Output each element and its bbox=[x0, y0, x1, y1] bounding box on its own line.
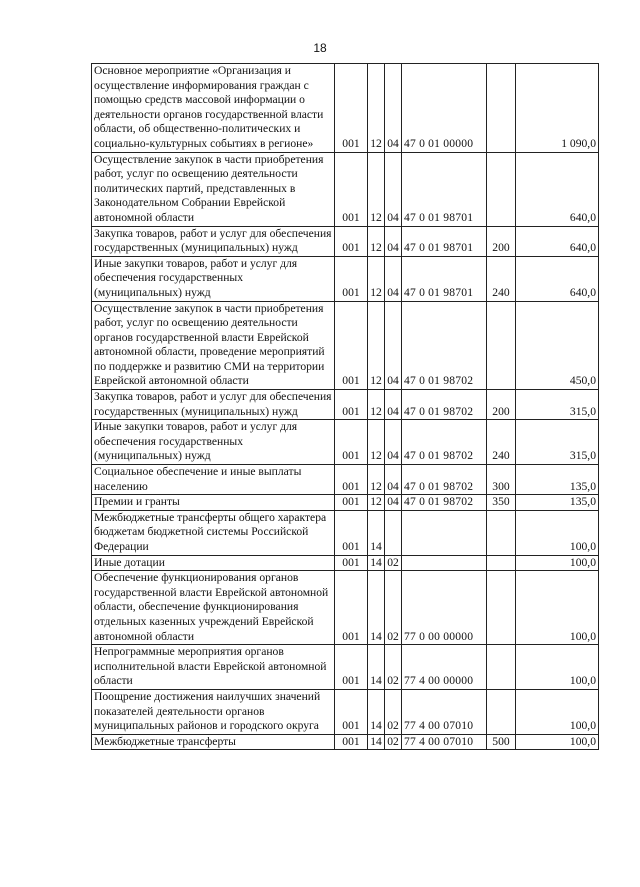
subsection-code-cell: 04 bbox=[385, 390, 402, 420]
expense-type-cell bbox=[487, 645, 516, 690]
item-name-text: Непрограммные мероприятия органов исполнительной власти Еврейской автономной области bbox=[94, 645, 327, 688]
amount-cell: 640,0 bbox=[516, 256, 599, 301]
subsection-code-cell: 02 bbox=[385, 555, 402, 571]
item-name-text: Иные закупки товаров, работ и услуг для обеспечения государственных (муниципальных) нужд bbox=[94, 256, 298, 299]
subsection-code-cell: 04 bbox=[385, 495, 402, 511]
amount-cell: 315,0 bbox=[516, 390, 599, 420]
expense-type-cell: 350 bbox=[487, 495, 516, 511]
item-name-cell bbox=[92, 420, 335, 465]
admin-code-cell: 001 bbox=[335, 64, 368, 153]
expense-type-cell bbox=[487, 64, 516, 153]
expense-type-cell bbox=[487, 555, 516, 571]
item-name-cell bbox=[92, 226, 335, 256]
item-name-text: Осуществление закупок в части приобретения работ, услуг по освещению деятельности органов государственной власти Еврейской автономной области, проведение мероприятий по поддержке и развитию СМИ на территории Еврейской автономной области bbox=[94, 301, 325, 388]
admin-code-cell: 001 bbox=[335, 734, 368, 750]
table-row bbox=[92, 301, 599, 390]
admin-code-cell: 001 bbox=[335, 465, 368, 495]
item-name-cell bbox=[92, 152, 335, 226]
subsection-code-cell: 04 bbox=[385, 465, 402, 495]
section-code-cell: 14 bbox=[368, 510, 385, 555]
section-code-cell: 12 bbox=[368, 390, 385, 420]
target-article-cell: 47 0 01 98702 bbox=[402, 465, 487, 495]
table-row bbox=[92, 510, 599, 555]
target-article-cell: 77 4 00 07010 bbox=[402, 689, 487, 734]
subsection-code-cell: 02 bbox=[385, 689, 402, 734]
item-name-cell bbox=[92, 555, 335, 571]
expense-type-cell: 300 bbox=[487, 465, 516, 495]
expense-type-cell: 240 bbox=[487, 420, 516, 465]
item-name-text: Закупка товаров, работ и услуг для обеспечения государственных (муниципальных) нужд bbox=[94, 226, 332, 255]
item-name-cell bbox=[92, 465, 335, 495]
target-article-cell bbox=[402, 510, 487, 555]
subsection-code-cell: 04 bbox=[385, 420, 402, 465]
admin-code-cell: 001 bbox=[335, 571, 368, 645]
amount-cell: 100,0 bbox=[516, 571, 599, 645]
item-name-cell bbox=[92, 689, 335, 734]
item-name-text: Социальное обеспечение и иные выплаты населению bbox=[94, 465, 302, 493]
amount-cell: 640,0 bbox=[516, 152, 599, 226]
section-code-cell: 14 bbox=[368, 555, 385, 571]
table-row bbox=[92, 226, 599, 256]
budget-table bbox=[91, 63, 599, 750]
table-row bbox=[92, 571, 599, 645]
section-code-cell: 12 bbox=[368, 495, 385, 511]
item-name-text: Межбюджетные трансферты общего характера бюджетам бюджетной системы Российской Федерации bbox=[94, 510, 327, 553]
item-name-cell bbox=[92, 734, 335, 750]
amount-cell: 100,0 bbox=[516, 555, 599, 571]
amount-cell: 640,0 bbox=[516, 226, 599, 256]
amount-cell: 450,0 bbox=[516, 301, 599, 390]
target-article-cell: 47 0 01 00000 bbox=[402, 64, 487, 153]
amount-cell: 100,0 bbox=[516, 734, 599, 750]
amount-cell: 100,0 bbox=[516, 645, 599, 690]
item-name-cell bbox=[92, 571, 335, 645]
table-row bbox=[92, 555, 599, 571]
subsection-code-cell: 02 bbox=[385, 571, 402, 645]
table-row bbox=[92, 465, 599, 495]
table-row bbox=[92, 390, 599, 420]
item-name-text: Основное мероприятие «Организация и осуществление информирования граждан с помощью средств массовой информации о деятельности органов государственной власти области, об общественно-политических и социально-культурных событиях в регионе» bbox=[94, 64, 324, 150]
expense-type-cell: 200 bbox=[487, 226, 516, 256]
admin-code-cell: 001 bbox=[335, 301, 368, 390]
subsection-code-cell: 04 bbox=[385, 226, 402, 256]
table-row bbox=[92, 734, 599, 750]
item-name-text: Премии и гранты bbox=[94, 495, 180, 509]
admin-code-cell: 001 bbox=[335, 152, 368, 226]
target-article-cell: 47 0 01 98702 bbox=[402, 390, 487, 420]
admin-code-cell: 001 bbox=[335, 226, 368, 256]
table-row bbox=[92, 645, 599, 690]
target-article-cell: 47 0 01 98702 bbox=[402, 420, 487, 465]
subsection-code-cell: 04 bbox=[385, 152, 402, 226]
target-article-cell: 47 0 01 98701 bbox=[402, 152, 487, 226]
item-name-cell bbox=[92, 64, 335, 153]
target-article-cell: 47 0 01 98701 bbox=[402, 256, 487, 301]
expense-type-cell: 240 bbox=[487, 256, 516, 301]
expense-type-cell bbox=[487, 510, 516, 555]
item-name-cell bbox=[92, 301, 335, 390]
amount-cell: 100,0 bbox=[516, 689, 599, 734]
item-name-text: Поощрение достижения наилучших значений показателей деятельности органов муниципальных районов и городского округа bbox=[94, 689, 321, 733]
expense-type-cell bbox=[487, 152, 516, 226]
admin-code-cell: 001 bbox=[335, 555, 368, 571]
section-code-cell: 12 bbox=[368, 152, 385, 226]
table-row bbox=[92, 689, 599, 734]
subsection-code-cell: 02 bbox=[385, 734, 402, 750]
item-name-text: Иные дотации bbox=[94, 555, 165, 569]
expense-type-cell bbox=[487, 301, 516, 390]
item-name-cell bbox=[92, 256, 335, 301]
target-article-cell: 47 0 01 98702 bbox=[402, 495, 487, 511]
subsection-code-cell: 02 bbox=[385, 645, 402, 690]
subsection-code-cell: 04 bbox=[385, 301, 402, 390]
target-article-cell: 47 0 01 98702 bbox=[402, 301, 487, 390]
section-code-cell: 12 bbox=[368, 64, 385, 153]
table-row bbox=[92, 420, 599, 465]
admin-code-cell: 001 bbox=[335, 390, 368, 420]
item-name-text: Осуществление закупок в части приобретения работ, услуг по освещению деятельности политических партий, представленных в Законодательном Собрании Еврейской автономной области bbox=[94, 152, 324, 224]
item-name-cell bbox=[92, 495, 335, 511]
expense-type-cell bbox=[487, 571, 516, 645]
item-name-text: Обеспечение функционирования органов государственной власти Еврейской автономной области, обеспечение функционирования отдельных казенных учреждений Еврейской автономной области bbox=[94, 571, 329, 643]
subsection-code-cell: 04 bbox=[385, 256, 402, 301]
section-code-cell: 12 bbox=[368, 420, 385, 465]
item-name-cell bbox=[92, 645, 335, 690]
section-code-cell: 12 bbox=[368, 226, 385, 256]
expense-type-cell bbox=[487, 689, 516, 734]
budget-table-body bbox=[92, 64, 599, 750]
subsection-code-cell: 04 bbox=[385, 64, 402, 153]
table-row bbox=[92, 256, 599, 301]
item-name-cell bbox=[92, 390, 335, 420]
page-number: 18 bbox=[313, 41, 327, 55]
section-code-cell: 14 bbox=[368, 645, 385, 690]
amount-cell: 315,0 bbox=[516, 420, 599, 465]
section-code-cell: 14 bbox=[368, 571, 385, 645]
admin-code-cell: 001 bbox=[335, 645, 368, 690]
target-article-cell bbox=[402, 555, 487, 571]
section-code-cell: 12 bbox=[368, 256, 385, 301]
section-code-cell: 12 bbox=[368, 301, 385, 390]
amount-cell: 135,0 bbox=[516, 495, 599, 511]
target-article-cell: 77 4 00 07010 bbox=[402, 734, 487, 750]
table-row bbox=[92, 64, 599, 153]
item-name-cell bbox=[92, 510, 335, 555]
admin-code-cell: 001 bbox=[335, 256, 368, 301]
expense-type-cell: 200 bbox=[487, 390, 516, 420]
section-code-cell: 14 bbox=[368, 734, 385, 750]
admin-code-cell: 001 bbox=[335, 420, 368, 465]
target-article-cell: 77 0 00 00000 bbox=[402, 571, 487, 645]
subsection-code-cell bbox=[385, 510, 402, 555]
item-name-text: Иные закупки товаров, работ и услуг для обеспечения государственных (муниципальных) нужд bbox=[94, 420, 298, 463]
admin-code-cell: 001 bbox=[335, 689, 368, 734]
admin-code-cell: 001 bbox=[335, 510, 368, 555]
section-code-cell: 14 bbox=[368, 689, 385, 734]
item-name-text: Закупка товаров, работ и услуг для обеспечения государственных (муниципальных) нужд bbox=[94, 390, 332, 418]
target-article-cell: 77 4 00 00000 bbox=[402, 645, 487, 690]
target-article-cell: 47 0 01 98701 bbox=[402, 226, 487, 256]
amount-cell: 135,0 bbox=[516, 465, 599, 495]
amount-cell: 100,0 bbox=[516, 510, 599, 555]
expense-type-cell: 500 bbox=[487, 734, 516, 750]
amount-cell: 1 090,0 bbox=[516, 64, 599, 153]
item-name-text: Межбюджетные трансферты bbox=[94, 734, 236, 748]
admin-code-cell: 001 bbox=[335, 495, 368, 511]
table-row bbox=[92, 495, 599, 511]
table-row bbox=[92, 152, 599, 226]
section-code-cell: 12 bbox=[368, 465, 385, 495]
